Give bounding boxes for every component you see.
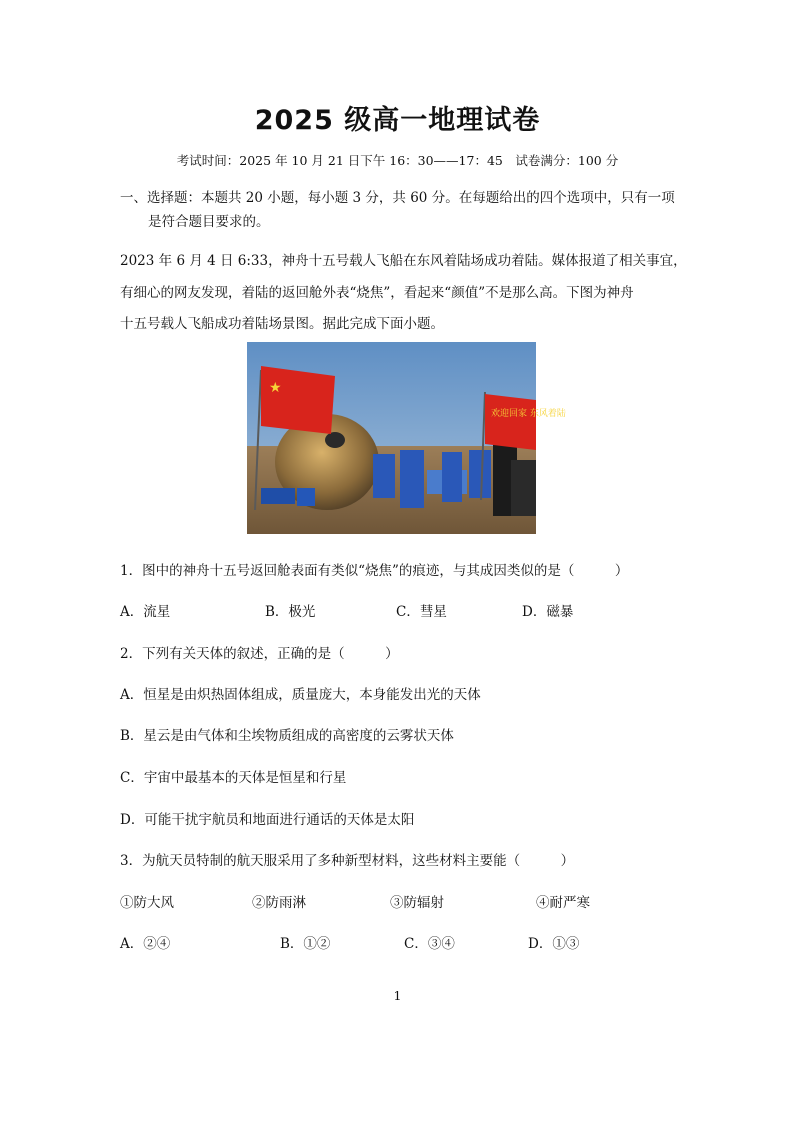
passage-line1: 2023 年 6 月 4 日 6:33，神舟十五号载人飞船在东风着陆场成功着陆。媒体报道了相关事宜， <box>120 253 687 269</box>
question-2-option-a: A．恒星是由炽热固体组成，质量庞大，本身能发出光的天体 <box>120 687 481 703</box>
section-heading-line2: 是符合题目要求的。 <box>148 214 270 230</box>
section-heading-line1: 一、选择题：本题共 20 小题，每小题 3 分，共 60 分。在每题给出的四个选项中，只有一项 <box>120 190 675 206</box>
question-3-item-1: ①防大风 <box>120 895 174 911</box>
question-2-option-d: D．可能干扰宇航员和地面进行通话的天体是太阳 <box>120 812 415 828</box>
question-3-item-4: ④耐严寒 <box>536 895 590 911</box>
question-3-option-b: B．①② <box>280 936 331 952</box>
svg-text:★: ★ <box>269 380 282 396</box>
question-2-option-b: B．星云是由气体和尘埃物质组成的高密度的云雾状天体 <box>120 728 454 744</box>
question-1-option-c: C．彗星 <box>396 604 447 620</box>
exam-info: 考试时间：2025 年 10 月 21 日下午 16：30——17：45 试卷满分：100 分 <box>176 153 619 168</box>
question-3-stem: 3．为航天员特制的航天服采用了多种新型材料，这些材料主要能（ ） <box>120 853 575 869</box>
question-3-option-c: C．③④ <box>404 936 455 952</box>
landing-photo <box>247 342 566 534</box>
question-3-option-a: A．②④ <box>120 936 171 952</box>
question-2-option-c: C．宇宙中最基本的天体是恒星和行星 <box>120 770 347 786</box>
question-2-stem: 2．下列有关天体的叙述，正确的是（ ） <box>120 646 399 662</box>
landing-photo-illustration <box>247 342 566 534</box>
question-1-option-a: A．流星 <box>120 604 171 620</box>
question-3-option-d: D．①③ <box>528 936 580 952</box>
passage-line2: 有细心的网友发现，着陆的返回舱外表“烧焦”，看起来“颜值”不是那么高。下图为神舟 <box>120 285 634 301</box>
question-1-option-b: B．极光 <box>265 604 316 620</box>
question-1-stem: 1．图中的神舟十五号返回舱表面有类似“烧焦”的痕迹，与其成因类似的是（ ） <box>120 563 629 579</box>
question-3-item-2: ②防雨淋 <box>252 895 306 911</box>
passage-line3: 十五号载人飞船成功着陆场景图。据此完成下面小题。 <box>120 316 444 332</box>
banner-text: 欢迎回家 东风着陆 <box>491 409 566 419</box>
question-1-option-d: D．磁暴 <box>522 604 574 620</box>
page-number: 1 <box>393 988 402 1003</box>
question-3-item-3: ③防辐射 <box>390 895 444 911</box>
exam-title: 2025 级高一地理试卷 <box>254 105 541 136</box>
